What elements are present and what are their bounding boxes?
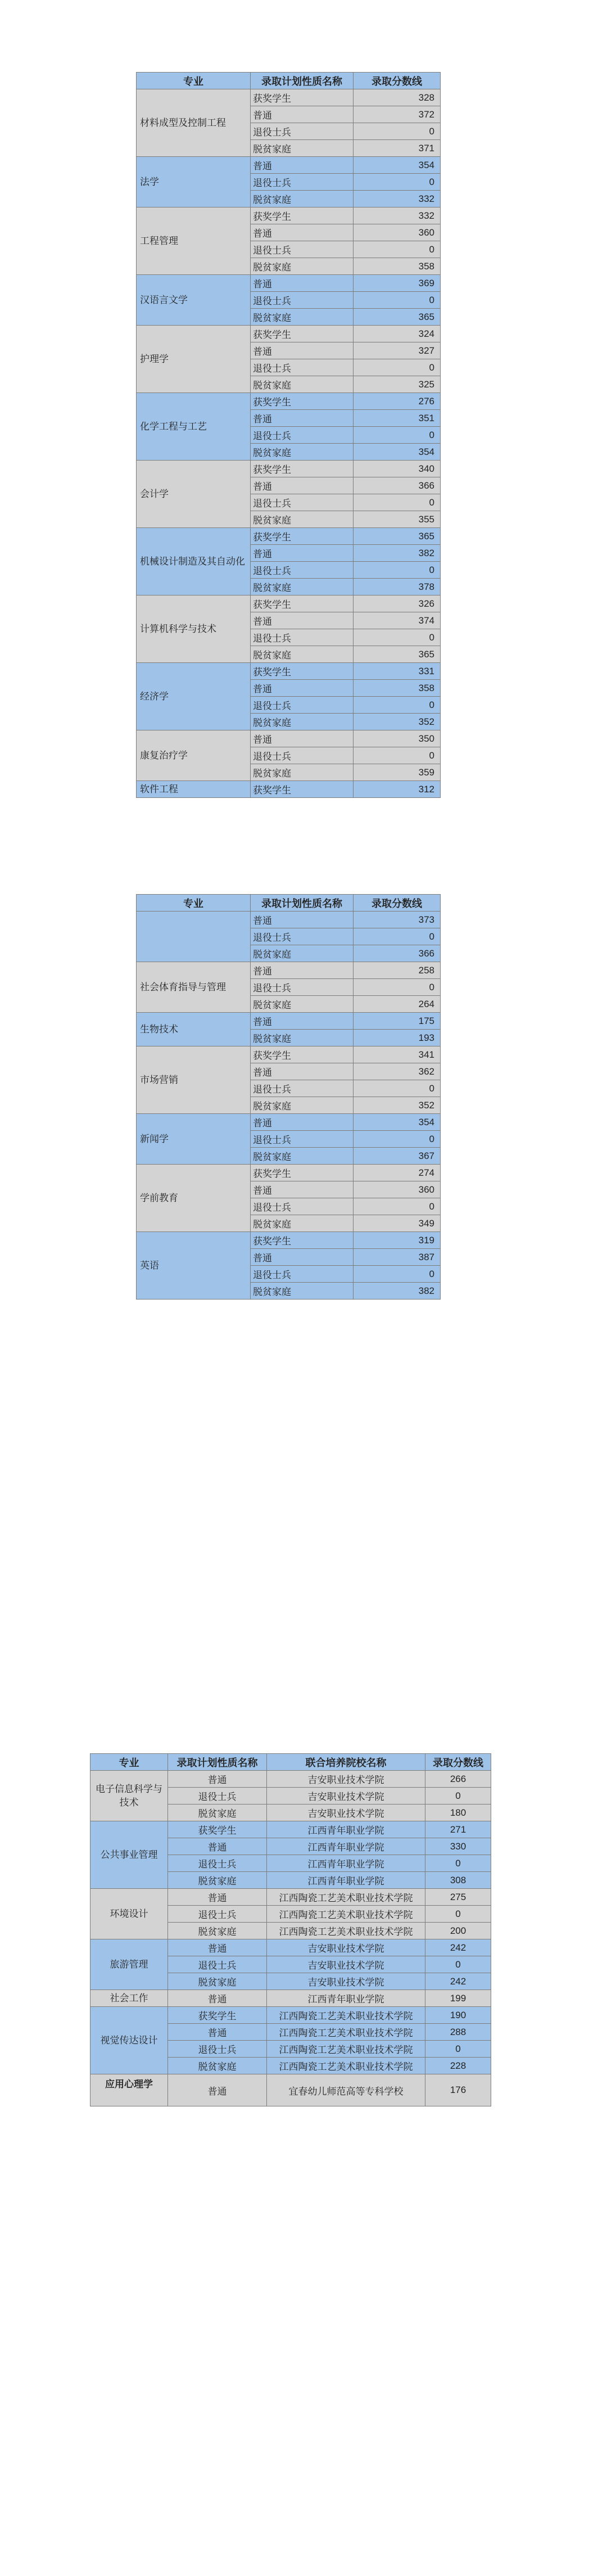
header-row [137,895,441,912]
table-row [137,912,441,928]
plan-type-cell: 脱贫家庭 [251,258,354,275]
plan-type-cell: 脱贫家庭 [251,646,354,663]
major-cell: 生物技术 [137,1013,251,1046]
cutoff-score-cell: 319 [354,1232,441,1249]
cutoff-score-cell: 352 [354,714,441,730]
cutoff-score-cell: 242 [425,1939,491,1956]
cutoff-score-cell: 0 [354,747,441,764]
column-header-major: 专业 [137,73,251,89]
cutoff-score-cell: 175 [354,1013,441,1030]
cutoff-score-cell: 324 [354,326,441,342]
plan-type-cell: 退役士兵 [251,359,354,376]
plan-type-cell: 获奖学生 [251,595,354,612]
major-cell: 化学工程与工艺 [137,393,251,461]
table-row [137,528,441,545]
table-row [137,1165,441,1181]
cutoff-score-cell: 0 [425,2041,491,2058]
major-cell: 法学 [137,157,251,207]
table-row [137,326,441,342]
plan-type-cell: 普通 [251,157,354,174]
plan-type-cell: 脱贫家庭 [251,511,354,528]
plan-type-cell: 普通 [251,106,354,123]
plan-type-cell: 普通 [251,1114,354,1131]
plan-type-cell: 退役士兵 [168,1855,267,1872]
column-header-cutoff-score: 录取分数线 [354,73,441,89]
cutoff-score-cell: 365 [354,528,441,545]
plan-type-cell: 退役士兵 [251,1266,354,1283]
plan-type-cell: 退役士兵 [251,494,354,511]
table-row [137,1046,441,1063]
plan-type-cell: 获奖学生 [251,781,354,798]
cutoff-score-cell: 276 [354,393,441,410]
cutoff-score-cell: 258 [354,962,441,979]
table-row [90,1771,491,1788]
plan-type-cell: 获奖学生 [251,1232,354,1249]
plan-type-cell: 退役士兵 [168,1788,267,1804]
cutoff-score-cell: 366 [354,945,441,962]
column-header-cutoff-score: 录取分数线 [425,1754,491,1771]
plan-type-cell: 退役士兵 [251,1198,354,1215]
major-cell: 市场营销 [137,1046,251,1114]
partner-school-cell: 江西陶瓷工艺美术职业技术学院 [267,2041,425,2058]
partner-school-cell: 吉安职业技术学院 [267,1771,425,1788]
partner-school-cell: 吉安职业技术学院 [267,1956,425,1973]
plan-type-cell: 脱贫家庭 [251,191,354,207]
table-row [137,1232,441,1249]
table-row [137,157,441,174]
plan-type-cell: 退役士兵 [251,427,354,444]
cutoff-score-cell: 373 [354,912,441,928]
table-row [137,663,441,680]
cutoff-score-cell: 331 [354,663,441,680]
cutoff-score-cell: 0 [354,1131,441,1148]
cutoff-score-cell: 228 [425,2058,491,2074]
plan-type-cell: 脱贫家庭 [251,1148,354,1165]
plan-type-cell: 退役士兵 [168,1906,267,1923]
cutoff-score-cell: 354 [354,1114,441,1131]
cutoff-score-cell: 358 [354,258,441,275]
cutoff-score-cell: 0 [354,1266,441,1283]
cutoff-score-cell: 0 [425,1788,491,1804]
cutoff-score-cell: 0 [354,928,441,945]
plan-type-cell: 普通 [168,2074,267,2106]
table-row [137,1013,441,1030]
cutoff-score-cell: 341 [354,1046,441,1063]
header-row [90,1754,491,1771]
partner-school-cell: 江西青年职业学院 [267,1821,425,1838]
plan-type-cell: 普通 [251,962,354,979]
plan-type-cell: 获奖学生 [251,1046,354,1063]
plan-type-cell: 普通 [251,1063,354,1080]
cutoff-score-cell: 349 [354,1215,441,1232]
plan-type-cell: 脱贫家庭 [251,945,354,962]
cutoff-score-cell: 354 [354,444,441,461]
plan-type-cell: 获奖学生 [251,461,354,477]
cutoff-score-cell: 359 [354,764,441,781]
partner-school-cell: 吉安职业技术学院 [267,1788,425,1804]
cutoff-score-cell: 387 [354,1249,441,1266]
plan-type-cell: 普通 [251,224,354,241]
cutoff-score-cell: 372 [354,106,441,123]
admission-table-2 [136,894,441,1300]
cutoff-score-cell: 374 [354,612,441,629]
cutoff-score-cell: 180 [425,1804,491,1821]
major-cell: 英语 [137,1232,251,1300]
major-cell: 电子信息科学与技术 [90,1771,168,1821]
table-row [137,393,441,410]
cutoff-score-cell: 382 [354,545,441,562]
plan-type-cell: 脱贫家庭 [168,2058,267,2074]
header-row [137,73,441,89]
cutoff-score-cell: 312 [354,781,441,798]
plan-type-cell: 脱贫家庭 [168,1923,267,1939]
plan-type-cell: 脱贫家庭 [251,764,354,781]
column-header-plan-type: 录取计划性质名称 [168,1754,267,1771]
partner-school-cell: 江西陶瓷工艺美术职业技术学院 [267,2058,425,2074]
major-cell [137,912,251,962]
table-row [90,1990,491,2007]
partner-school-cell: 江西陶瓷工艺美术职业技术学院 [267,1906,425,1923]
table-row [90,1889,491,1906]
cutoff-score-cell: 365 [354,646,441,663]
plan-type-cell: 脱贫家庭 [251,1283,354,1300]
plan-type-cell: 普通 [168,2024,267,2041]
major-cell: 康复治疗学 [137,730,251,781]
plan-type-cell: 普通 [251,612,354,629]
cutoff-score-cell: 0 [354,241,441,258]
plan-type-cell: 脱贫家庭 [251,1215,354,1232]
plan-type-cell: 退役士兵 [168,1956,267,1973]
cutoff-score-cell: 271 [425,1821,491,1838]
cutoff-score-cell: 366 [354,477,441,494]
admission-table-1 [136,72,441,798]
plan-type-cell: 脱贫家庭 [251,579,354,595]
major-cell: 软件工程 [137,781,251,798]
plan-type-cell: 退役士兵 [251,747,354,764]
table-row [137,275,441,292]
partner-school-cell: 江西陶瓷工艺美术职业技术学院 [267,1889,425,1906]
cutoff-score-cell: 0 [354,629,441,646]
plan-type-cell: 获奖学生 [251,393,354,410]
cutoff-score-cell: 0 [354,979,441,996]
partner-school-cell: 江西青年职业学院 [267,1872,425,1889]
joint-admission-table [90,1753,491,2106]
cutoff-score-cell: 362 [354,1063,441,1080]
table-row [90,2007,491,2024]
column-header-plan-type: 录取计划性质名称 [251,895,354,912]
column-header-plan-type: 录取计划性质名称 [251,73,354,89]
plan-type-cell: 普通 [251,342,354,359]
major-cell: 公共事业管理 [90,1821,168,1889]
major-cell: 环境设计 [90,1889,168,1939]
cutoff-score-cell: 266 [425,1771,491,1788]
cutoff-score-cell: 0 [425,1956,491,1973]
plan-type-cell: 获奖学生 [251,207,354,224]
table-row [137,781,441,798]
cutoff-score-cell: 176 [425,2074,491,2106]
table-row [137,962,441,979]
major-cell: 护理学 [137,326,251,393]
table-row [137,89,441,106]
cutoff-score-cell: 0 [354,562,441,579]
plan-type-cell: 退役士兵 [251,1080,354,1097]
plan-type-cell: 脱贫家庭 [251,996,354,1013]
cutoff-score-cell: 0 [425,1906,491,1923]
cutoff-score-cell: 355 [354,511,441,528]
plan-type-cell: 脱贫家庭 [168,1973,267,1990]
plan-type-cell: 退役士兵 [251,562,354,579]
partner-school-cell: 江西陶瓷工艺美术职业技术学院 [267,2007,425,2024]
cutoff-score-cell: 199 [425,1990,491,2007]
plan-type-cell: 退役士兵 [251,1131,354,1148]
plan-type-cell: 获奖学生 [168,2007,267,2024]
plan-type-cell: 退役士兵 [251,928,354,945]
plan-type-cell: 脱贫家庭 [168,1872,267,1889]
plan-type-cell: 退役士兵 [251,979,354,996]
cutoff-score-cell: 200 [425,1923,491,1939]
partner-school-cell: 江西青年职业学院 [267,1855,425,1872]
plan-type-cell: 普通 [251,912,354,928]
plan-type-cell: 退役士兵 [251,241,354,258]
major-cell: 机械设计制造及其自动化 [137,528,251,595]
cutoff-score-cell: 360 [354,1181,441,1198]
plan-type-cell: 脱贫家庭 [251,1030,354,1046]
cutoff-score-cell: 382 [354,1283,441,1300]
cutoff-score-cell: 326 [354,595,441,612]
plan-type-cell: 退役士兵 [251,629,354,646]
plan-type-cell: 普通 [168,1939,267,1956]
major-cell: 社会体育指导与管理 [137,962,251,1013]
cutoff-score-cell: 332 [354,207,441,224]
plan-type-cell: 普通 [168,1838,267,1855]
plan-type-cell: 脱贫家庭 [251,140,354,157]
plan-type-cell: 普通 [251,1181,354,1198]
plan-type-cell: 普通 [251,1249,354,1266]
cutoff-score-cell: 328 [354,89,441,106]
plan-type-cell: 脱贫家庭 [251,309,354,326]
partner-school-cell: 江西青年职业学院 [267,1838,425,1855]
plan-type-cell: 脱贫家庭 [251,1097,354,1114]
major-cell: 视觉传达设计 [90,2007,168,2074]
plan-type-cell: 普通 [251,275,354,292]
plan-type-cell: 获奖学生 [251,326,354,342]
table-row [90,2074,491,2106]
plan-type-cell: 获奖学生 [251,663,354,680]
plan-type-cell: 获奖学生 [251,528,354,545]
cutoff-score-cell: 352 [354,1097,441,1114]
table-row [137,207,441,224]
plan-type-cell: 普通 [251,1013,354,1030]
cutoff-score-cell: 371 [354,140,441,157]
plan-type-cell: 脱贫家庭 [168,1804,267,1821]
column-header-partner-school: 联合培养院校名称 [267,1754,425,1771]
partner-school-cell: 江西青年职业学院 [267,1990,425,2007]
plan-type-cell: 脱贫家庭 [251,444,354,461]
plan-type-cell: 退役士兵 [251,123,354,140]
plan-type-cell: 普通 [168,1990,267,2007]
plan-type-cell: 退役士兵 [251,174,354,191]
partner-school-cell: 宜春幼儿师范高等专科学校 [267,2074,425,2106]
major-cell: 新闻学 [137,1114,251,1165]
column-header-major: 专业 [137,895,251,912]
cutoff-score-cell: 0 [354,494,441,511]
major-cell: 材料成型及控制工程 [137,89,251,157]
partner-school-cell: 江西陶瓷工艺美术职业技术学院 [267,1923,425,1939]
partner-school-cell: 吉安职业技术学院 [267,1939,425,1956]
plan-type-cell: 普通 [251,680,354,697]
cutoff-score-cell: 358 [354,680,441,697]
major-cell: 学前教育 [137,1165,251,1232]
cutoff-score-cell: 327 [354,342,441,359]
plan-type-cell: 普通 [251,545,354,562]
cutoff-score-cell: 378 [354,579,441,595]
column-header-cutoff-score: 录取分数线 [354,895,441,912]
cutoff-score-cell: 264 [354,996,441,1013]
plan-type-cell: 退役士兵 [251,292,354,309]
cutoff-score-cell: 0 [354,292,441,309]
major-cell: 社会工作 [90,1990,168,2007]
cutoff-score-cell: 0 [354,174,441,191]
cutoff-score-cell: 360 [354,224,441,241]
table-row [137,1114,441,1131]
cutoff-score-cell: 193 [354,1030,441,1046]
cutoff-score-cell: 0 [354,359,441,376]
cutoff-score-cell: 369 [354,275,441,292]
cutoff-score-cell: 365 [354,309,441,326]
plan-type-cell: 脱贫家庭 [251,714,354,730]
column-header-major: 专业 [90,1754,168,1771]
cutoff-score-cell: 0 [354,123,441,140]
plan-type-cell: 获奖学生 [251,1165,354,1181]
plan-type-cell: 获奖学生 [251,89,354,106]
cutoff-score-cell: 367 [354,1148,441,1165]
major-cell: 旅游管理 [90,1939,168,1990]
plan-type-cell: 获奖学生 [168,1821,267,1838]
plan-type-cell: 普通 [251,410,354,427]
cutoff-score-cell: 330 [425,1838,491,1855]
table-row [137,730,441,747]
cutoff-score-cell: 354 [354,157,441,174]
plan-type-cell: 普通 [168,1889,267,1906]
table-row [90,1821,491,1838]
partner-school-cell: 江西陶瓷工艺美术职业技术学院 [267,2024,425,2041]
cutoff-score-cell: 0 [354,1080,441,1097]
major-cell: 应用心理学 [90,2074,168,2106]
table-row [90,1939,491,1956]
table-row [137,595,441,612]
table-row [137,461,441,477]
cutoff-score-cell: 332 [354,191,441,207]
cutoff-score-cell: 351 [354,410,441,427]
partner-school-cell: 吉安职业技术学院 [267,1804,425,1821]
plan-type-cell: 普通 [251,730,354,747]
major-cell: 汉语言文学 [137,275,251,326]
major-cell: 计算机科学与技术 [137,595,251,663]
major-cell: 会计学 [137,461,251,528]
cutoff-score-cell: 275 [425,1889,491,1906]
partner-school-cell: 吉安职业技术学院 [267,1973,425,1990]
plan-type-cell: 普通 [168,1771,267,1788]
cutoff-score-cell: 242 [425,1973,491,1990]
cutoff-score-cell: 350 [354,730,441,747]
cutoff-score-cell: 288 [425,2024,491,2041]
cutoff-score-cell: 0 [354,427,441,444]
plan-type-cell: 退役士兵 [251,697,354,714]
cutoff-score-cell: 274 [354,1165,441,1181]
cutoff-score-cell: 340 [354,461,441,477]
major-cell: 经济学 [137,663,251,730]
major-cell: 工程管理 [137,207,251,275]
plan-type-cell: 脱贫家庭 [251,376,354,393]
cutoff-score-cell: 0 [425,1855,491,1872]
cutoff-score-cell: 190 [425,2007,491,2024]
cutoff-score-cell: 308 [425,1872,491,1889]
plan-type-cell: 退役士兵 [168,2041,267,2058]
cutoff-score-cell: 0 [354,1198,441,1215]
cutoff-score-cell: 325 [354,376,441,393]
cutoff-score-cell: 0 [354,697,441,714]
plan-type-cell: 普通 [251,477,354,494]
